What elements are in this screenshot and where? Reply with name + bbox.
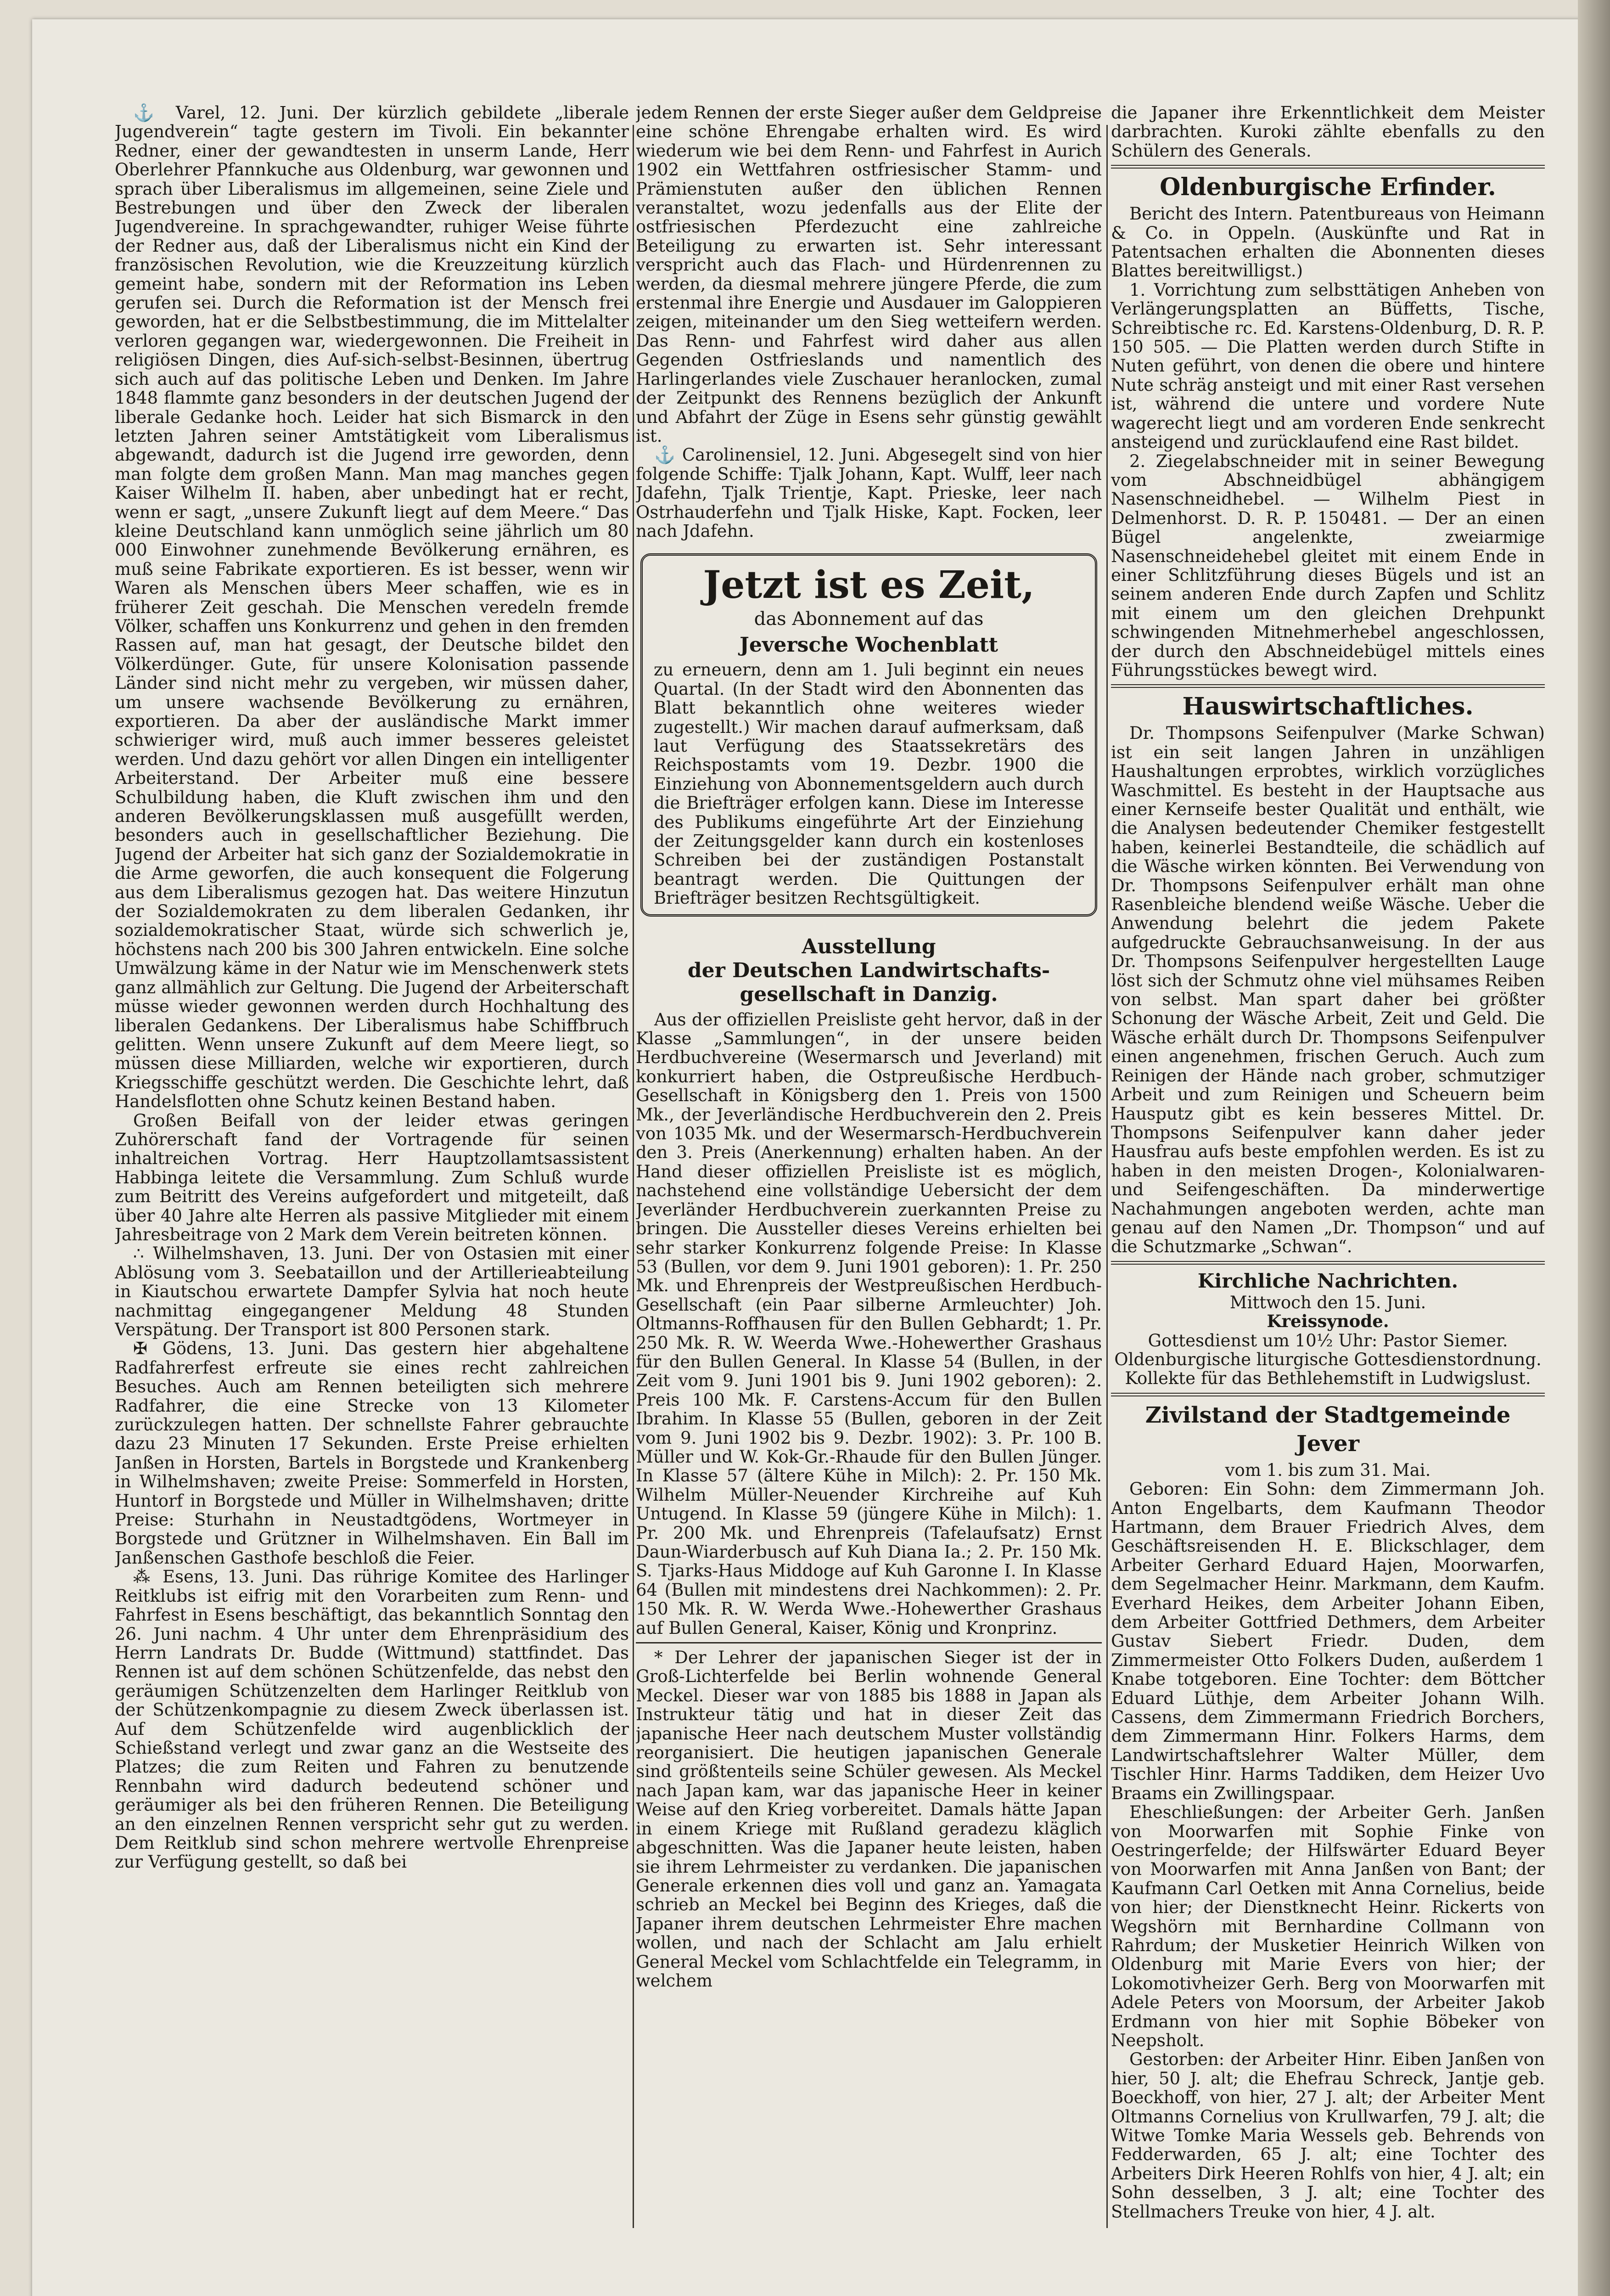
column-rule-1 [633,125,634,2228]
ausstellung-heading-1: Ausstellung [802,934,936,958]
kirche-sub: Kreissynode. [1267,1311,1389,1332]
divider [636,1642,1102,1643]
divider [1111,1393,1545,1396]
article-varel-cont: Großen Beifall von der leider etwas geringen Zuhörerschaft fand der Vortragende für seinen inhaltreichen Vortrag. Herr Hauptzollamtsassistent Habbinga leitete die Versammlung. Zum Schluß wurde zum Beitritt des Vereins aufgefordert und mitgeteilt, daß über 40 Jahre alte Herren als passive Mitglieder mit einem Jahresbeitrage von 2 Mark dem Verein beitreten können. [115,1110,629,1244]
article-goedens: ✠ Gödens, 13. Juni. Das gestern hier abgehaltene Radfahrerfest erfreute sie eines recht zahlreichen Besuches. Auch am Rennen beteiligten sich mehrere Radfahrer, die eine Strecke von 13 Kilometer zurückzulegen hatten. Der schnellste Fahrer gebrauchte dazu 23 Minuten 17 Sekunden. Erste Preise erhielten Janßen in Horsten, Bartels in Borgstede und Krankenberg in Wilhelmshaven; zweite Preise: Sommerfeld in Horsten, Huntorf in Borgstede und Müller in Wilhelmshaven; dritte Preise: Sturhahn in Neustadtgödens, Wortmeyer in Borgstede und Grützner in Wilhelmshaven. Ein Ball im Janßenschen Gasthofe beschloß die Feier. [115,1339,629,1568]
haus-heading: Hauswirtschaftliches. [1182,692,1474,721]
column-rule-2 [1106,125,1108,2228]
ausstellung-heading-2: der Deutschen Landwirtschafts- [687,958,1050,982]
divider [1111,1261,1545,1265]
column-2 [636,103,1102,1990]
page-edge [1578,0,1610,2296]
erfinder-intro: Bericht des Intern. Patentbureaus von Heimann & Co. in Oppeln. (Auskünfte und Rat in Patentsachen erhalten die Abonnenten dieses Blattes bereitwilligst.) [1111,204,1545,281]
article-esens-cont: jedem Rennen der erste Sieger außer dem Geldpreise eine schöne Ehrengabe erhalten wird. Es wird wiederum wie bei dem Renn- und Fahrfest in Aurich 1902 ein Wettfahren ostfriesischer Stamm- und Prämienstuten außer den üblichen Rennen veranstaltet, wozu jedenfalls aus der Elite der ostfriesischen Pferdezucht eine zahlreiche Beteiligung zu erwarten ist. Sehr interessant verspricht auch das Flach- und Hürdenrennen zu werden, da diesmal mehrere jüngere Pferde, die zum erstenmal ihre Energie und Ausdauer im Galoppieren zeigen, miteinander um den Sieg wetteifern werden. Das Renn- und Fahrfest wird daher aus allen Gegenden Ostfrieslands und namentlich des Harlingerlandes viele Zuschauer heranlocken, zumal der Zeitpunkt des Rennens bezüglich der Ankunft und Abfahrt der Züge in Esens sehr günstig gewählt ist. [636,103,1102,446]
kirche-date: Mittwoch den 15. Juni. [1229,1292,1426,1312]
erfinder-item-1: 1. Vorrichtung zum selbsttätigen Anheben von Verlängerungsplatten an Büffetts, Tische, Schreibtische rc. Ed. Karstens-Oldenburg, D. R. P. 150 505. — Die Platten werden durch Stifte in Nuten geführt, von denen die obere und hintere Nute schräg ansteigt und mit einer Rast versehen ist, während die untere und vordere Nute wagerecht liegt und am vorderen Ende senkrecht ansteigend und zurücklaufend eine Rast bildet. [1111,280,1545,452]
ausstellung-heading-3: gesellschaft in Danzig. [740,982,998,1006]
article-lehrer-cont: die Japaner ihre Erkenntlichkeit dem Meister darbrachten. Kuroki zählte ebenfalls zu den Schülern des Generals. [1111,103,1545,161]
zivil-gestorben: Gestorben: der Arbeiter Hinr. Eiben Janßen von hier, 50 J. alt; die Ehefrau Schreck, Jantje geb. Boeckhoff, von hier, 27 J. alt; der Arbeiter Ment Oltmanns Cornelius von Krullwarfen, 79 J. alt; die Witwe Tomke Maria Wessels geb. Behrends von Fedderwarden, 65 J. alt; eine Tochter des Arbeiters Dirk Heeren Rohlfs von hier, 4 J. alt; ein Sohn desselben, 3 J. alt; eine Tochter des Stellmachers Treuke von hier, 4 J. alt. [1111,2049,1545,2222]
article-varel: ⚓ Varel, 12. Juni. Der kürzlich gebildete „liberale Jugendverein“ tagte gestern im Tivoli. Ein bekannter Redner, einer der gewandtesten in unserm Lande, Herr Oberlehrer Pfannkuche aus Oldenburg, war gewonnen und sprach über Liberalismus im allgemeinen, seine Ziele und Bestrebungen und über den Zweck der liberalen Jugendvereine. In sprachgewandter, ruhiger Weise führte der Redner aus, daß der Liberalismus nicht ein Kind der französischen Revolution, wie die Kreuzzeitung kürzlich gemeint habe, sondern mit der Reformation ins Leben gerufen sei. Durch die Reformation ist der Mensch frei geworden, hat er die Selbstbestimmung, die im Mittelalter verloren gegangen war, wiedergewonnen. Die Freiheit in religiösen Dingen, dies Auf-sich-selbst-Besinnen, übertrug sich auch auf das politische Leben und Denken. Im Jahre 1848 flammte ganz besonders in der deutschen Jugend der liberale Gedanke hoch. Leider hat sich Bismarck in den letzten Jahren seiner Amtstätigkeit vom Liberalismus abgewandt, dadurch ist die Jugend irre geworden, denn man folgte dem großen Mann. Man mag manches gegen Kaiser Wilhelm II. haben, aber unbedingt hat er recht, wenn er sagt, „unsere Zukunft liegt auf dem Meere.“ Das kleine Deutschland kann unmöglich seine jährlich um 80 000 Einwohner zunehmende Bevölkerung ernähren, es muß seine Fabrikate exportieren. Es ist besser, wenn wir Waren als Menschen übers Meer schaffen, wie es in früherer Zeit geschah. Die Menschen veredeln fremde Völker, schaffen uns Konkurrenz und gehen in den fremden Rassen auf, man hat gesagt, der Deutsche bildet den Völkerdünger. Gute, für unsere Kolonisation passende Länder sind nicht mehr zu vergeben, wir müssen daher, um unsere wachsende Bevölkerung zu ernähren, exportieren. Da aber der ausländische Markt immer schwieriger wird, muß auch immer besseres geleistet werden. Und dazu gehört vor allen Dingen ein intelligenter Arbeiterstand. Der Arbeiter muß eine bessere Schulbildung haben, die Kluft zwischen ihm und den anderen Bevölkerungsklassen muß ausgefüllt werden, besonders auch in gesellschaftlicher Beziehung. Die Jugend der Arbeiter hat sich ganz der Sozialdemokratie in die Arme geworfen, die auch konsequent die Folgerung aus dem Liberalismus gezogen hat. Das weitere Hinzutun der Sozialdemokraten zu dem liberalen Gedanken, ihr sozialdemokratischer Staat, würde sich schwerlich je, höchstens nach 200 bis 300 Jahren entwickeln. Eine solche Umwälzung käme in der Natur wie im Menschenwerk stets ganz allmählich zur Geltung. Die Jugend der Arbeiterschaft müsse wieder gewonnen werden durch Hochhaltung des liberalen Gedankens. Der Liberalismus habe Schiffbruch gelitten. Wenn unsere Zukunft auf dem Meere liegt, so müssen diese Milliarden, welche wir exportieren, durch Kriegsschiffe geschützt werden. Die Geschichte lehrt, daß Handelsflotten ohne Schutz keinen Bestand haben. [115,103,629,1112]
advert-line: das Abonnement auf das [754,608,984,630]
column-3 [1111,103,1545,2221]
column-1 [115,103,629,1872]
article-esens: ⁂ Esens, 13. Juni. Das rührige Komitee des Harlinger Reitklubs ist eifrig mit den Vorarbeiten zum Renn- und Fahrfest in Esens beschäftigt, das bekanntlich Sonntag den 26. Juni nachm. 4 Uhr unter dem Ehrenpräsidium des Herrn Landrats Dr. Budde (Wittmund) stattfindet. Das Rennen ist auf dem schönen Schützenfelde, das nebst den geräumigen Schützenzelten dem Harlinger Reitklub von der Schützenkompagnie zu diesem Zweck überlassen ist. Auf dem Schützenfelde wird augenblicklich der Schießstand verlegt und zwar ganz an die Westseite des Platzes; die zum Reiten und Fahren zu benutzende Rennbahn wird dadurch bedeutend schöner und geräumiger als bei den früheren Rennen. Die Beteiligung an den einzelnen Rennen verspricht sehr gut zu werden. Dem Reitklub sind schon mehrere wertvolle Ehrenpreise zur Verfügung gestellt, so daß bei [115,1567,629,1872]
kirche-line-1: Gottesdienst um 10½ Uhr: Pastor Siemer. [1148,1330,1508,1351]
haus-body: Dr. Thompsons Seifenpulver (Marke Schwan) ist ein seit langen Jahren in unzähligen Haushaltungen erprobtes, wirklich vorzügliches Waschmittel. Es besteht in der Hauptsache aus einer Kernseife bester Qualität und enthält, wie die Analysen bedeutender Chemiker festgestellt haben, keinerlei Bestandteile, die schädlich auf die Wäsche wirken könnten. Bei Verwendung von Dr. Thompsons Seifenpulver erhält man ohne Rasenbleiche blendend weiße Wäsche. Ueber die Anwendung belehrt die jedem Pakete aufgedruckte Gebrauchsanweisung. In der aus Dr. Thompsons Seifenpulver hergestellten Lauge löst sich der Schmutz ohne viel mühsames Reiben von selbst. Man spart daher bei größter Schonung der Wäsche Arbeit, Zeit und Geld. Die Wäsche erhält durch Dr. Thompsons Seifenpulver einen angenehmen, frischen Geruch. Auch zum Reinigen der Hände nach grober, schmutziger Arbeit und zum Reinigen und Scheuern beim Hausputz gibt es kein besseres Mittel. Dr. Thompsons Seifenpulver kann daher jeder Hausfrau aufs beste empfohlen werden. Es ist zu haben in den meisten Drogen-, Kolonialwaren- und Seifengeschäften. Da minderwertige Nachahmungen angeboten werden, achte man genau auf den Namen „Dr. Thompson“ und auf die Schutzmarke „Schwan“. [1111,723,1545,1257]
advert-body: zu erneuern, denn am 1. Juli beginnt ein neues Quartal. (In der Stadt wird den Abonnenten das Blatt bekanntlich ohne weiteres wieder zugestellt.) Wir machen darauf aufmerksam, daß laut Verfügung des Staatssekretärs des Reichspostamts vom 19. Dezbr. 1900 die Einziehung von Abonnementsgeldern auch durch die Briefträger erfolgen kann. Diese im Interesse des Publikums eingeführte Art der Einziehung der Zeitungsgelder kann durch ein kostenloses Schreiben bei der zuständigen Postanstalt beantragt werden. Die Quittungen der Briefträger besitzen Rechtsgültigkeit. [654,660,1084,908]
zivil-heading: Zivilstand der Stadtgemeinde Jever [1145,1402,1511,1457]
article-wilhelmshaven: ∴ Wilhelmshaven, 13. Juni. Der von Ostasien mit einer Ablösung vom 3. Seebataillon und der Artillerieabteilung in Kiautschou erwartete Dampfer Sylvia hat noch heute nachmittag eingegangener Meldung 48 Stunden Verspätung. Der Transport ist 800 Personen stark. [115,1244,629,1339]
zivil-range: vom 1. bis zum 31. Mai. [1225,1460,1431,1480]
erfinder-heading: Oldenburgische Erfinder. [1160,173,1496,202]
zivil-geboren: Geboren: Ein Sohn: dem Zimmermann Joh. Anton Engelbarts, dem Kaufmann Theodor Hartmann, dem Brauer Friedrich Alves, dem Geschäftsreisenden H. E. Blickschlager, dem Arbeiter Gerhard Eduard Hajen, Moorwarfen, dem Segelmacher Heinr. Markmann, dem Kaufm. Everhard Heikes, dem Arbeiter Johann Eiben, dem Arbeiter Gottfried Dethmers, dem Arbeiter Gustav Siebert Friedr. Duden, dem Zimmermeister Otto Folkers Duden, außerdem 1 Knabe totgeboren. Eine Tochter: dem Böttcher Eduard Lüthje, dem Arbeiter Johann Wilh. Cassens, dem Zimmermann Friedrich Borchers, dem Zimmermann Hinr. Folkers Harms, dem Landwirtschaftslehrer Walter Müller, dem Tischler Hinr. Harms Taddiken, dem Heizer Uvo Braams ein Zwillingspaar. [1111,1479,1545,1803]
article-carolinensiel: ⚓ Carolinensiel, 12. Juni. Abgesegelt sind von hier folgende Schiffe: Tjalk Johann, Kapt. Wulff, leer nach Jdafehn, Tjalk Trientje, Kapt. Prieske, leer nach Ostrhauderfehn und Tjalk Hiske, Kapt. Focken, leer nach Jdafehn. [636,445,1102,541]
ausstellung-body: Aus der offiziellen Preisliste geht hervor, daß in der Klasse „Sammlungen“, in der unsere beiden Herdbuchvereine (Wesermarsch und Jeverland) mit konkurriert haben, die Ostpreußische Herdbuch-Gesellschaft in Königsberg den 1. Preis von 1500 Mk., der Jeverländische Herdbuchverein den 2. Preis von 1035 Mk. und der Wesermarsch-Herdbuchverein den 3. Preis (Anerkennung) erhalten haben. An der Hand dieser offiziellen Preisliste ist es möglich, nachstehend eine vollständige Uebersicht der dem Jeverländer Herdbuchverein zuerkannten Preise zu bringen. Die Aussteller dieses Vereins erhielten bei sehr starker Konkurrenz folgende Preise: In Klasse 53 (Bullen, vor dem 9. Juni 1901 geboren): 1. Pr. 250 Mk. und Ehrenpreis der Westpreußischen Herdbuch-Gesellschaft (ein Paar silberne Armleuchter) Joh. Oltmanns-Roffhausen für den Bullen Gebhardt; 1. Pr. 250 Mk. R. W. Weerda Wwe.-Hohewerther Grashaus für den Bullen General. In Klasse 54 (Bullen, in der Zeit vom 9. Juni 1901 bis 9. Juni 1902 geboren): 2. Preis 100 Mk. F. Carstens-Accum für den Bullen Ibrahim. In Klasse 55 (Bullen, geboren in der Zeit vom 9. Juni 1902 bis 9. Dezbr. 1902): 3. Pr. 100 B. Müller und W. Kok-Gr.-Rhaude für den Bullen Jünger. In Klasse 57 (ältere Kühe in Milch): 2. Pr. 150 Mk. Wilhelm Müller-Neuender Kirchreihe auf Kuh Untugend. In Klasse 59 (jüngere Kühe in Milch): 1. Pr. 200 Mk. und Ehrenpreis (Tafelaufsatz) Ernst Daun-Wiarderbusch auf Kuh Diana Ia.; 2. Pr. 150 Mk. S. Tjarks-Haus Middoge auf Kuh Garonne I. In Klasse 64 (Bullen mit mindestens drei Nachkommen): 2. Pr. 150 Mk. R. W. Werda Wwe.-Hohewerther Grashaus auf Bullen General, Kaiser, König und Kronprinz. [636,1009,1102,1638]
zivil-eheschliessungen: Eheschließungen: der Arbeiter Gerh. Janßen von Moorwarfen mit Sophie Finke von Oestringerfelde; der Hilfswärter Eduard Beyer von Moorwarfen mit Anna Janßen von Bant; der Kaufmann Carl Oetken mit Anna Cornelius, beide von hier; der Dienstknecht Heinr. Rickerts von Wegshörn mit Bernhardine Collmann von Rahrdum; der Musketier Heinrich Wilken von Oldenburg mit Marie Evers von hier; der Lokomotivheizer Gerh. Berg von Moorwarfen mit Adele Peters von Moorsum, der Arbeiter Jakob Erdmann von hier mit Sophie Böbeker von Neepsholt. [1111,1802,1545,2050]
subscription-advert [640,553,1097,916]
erfinder-item-2: 2. Ziegelabschneider mit in seiner Bewegung vom Abschneidbügel abhängigem Nasenschneidhebel. — Wilhelm Piest in Delmenhorst. D. R. P. 150481. — Der an einen Bügel angelenkte, zweiarmige Nasenschneidehebel gleitet mit einem Ende in einer Schlitzführung dieses Bügels und ist an seinem anderen Ende durch Zapfen und Schlitz mit einem um den gleichen Drehpunkt schwingenden Mitnehmerhebel angeschlossen, der durch den Abschneidebügel mittels eines Führungsstückes bewegt wird. [1111,451,1545,680]
kirche-heading: Kirchliche Nachrichten. [1197,1269,1459,1292]
advert-title: Jeversche Wochenblatt [740,633,998,657]
kirche-line-3: Kollekte für das Bethlehemstift in Ludwigslust. [1125,1368,1531,1389]
article-lehrer-japan: * Der Lehrer der japanischen Sieger ist der in Groß-Lichterfelde bei Berlin wohnende General Meckel. Dieser war von 1885 bis 1888 in Japan als Instrukteur tätig und hat in dieser Zeit das japanische Heer nach deutschem Muster vollständig reorganisiert. Die heutigen japanischen Generale sind größtenteils seine Schüler gewesen. Als Meckel nach Japan kam, war das japanische Heer in keiner Weise auf den Krieg vorbereitet. Damals hätte Japan in einem Kriege mit Rußland geradezu kläglich abgeschnitten. Was die Japaner heute leisten, haben sie ihrem Lehrmeister zu verdanken. Die japanischen Generale erkennen dies voll und ganz an. Yamagata schrieb an Meckel bei Beginn des Krieges, daß die Japaner ihrem deutschen Lehrmeister Ehre machen wollen, und nach der Schlacht am Jalu erhielt General Meckel vom Schlachtfelde ein Telegramm, in welchem [636,1648,1102,1991]
divider [1111,165,1545,169]
divider [1111,684,1545,688]
advert-headline: Jetzt ist es Zeit, [703,563,1035,608]
kirche-line-2: Oldenburgische liturgische Gottesdienstordnung. [1114,1349,1542,1369]
